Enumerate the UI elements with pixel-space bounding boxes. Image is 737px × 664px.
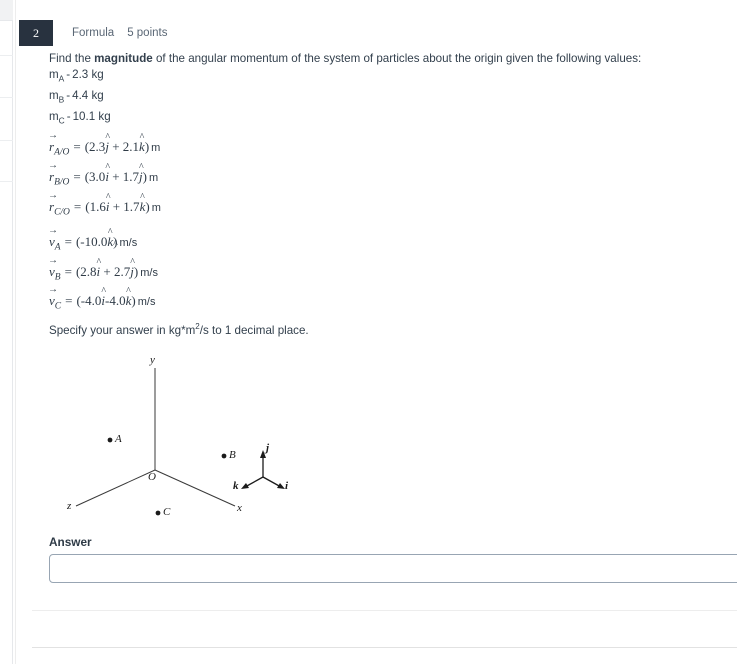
mass-line-c [49, 109, 709, 129]
left-nav-strip [0, 0, 13, 664]
vector-expression-mid: + 2.7 [100, 263, 131, 279]
unit-vector-j-hat: ^ j [105, 139, 109, 155]
coordinate-axes-figure [49, 350, 309, 525]
vector-expression-close: ) [144, 139, 150, 155]
equals-sign: = [64, 263, 72, 279]
unit-vector-label-j: j [266, 442, 270, 454]
k-unit-vector-line [245, 477, 263, 487]
equals-sign: = [65, 293, 73, 309]
position-vector-a [49, 139, 709, 158]
vector-subscript: A/O [54, 148, 70, 159]
vector-expression-close: ) [133, 263, 139, 279]
vector-unit: m [151, 201, 161, 214]
mass-separator-c: - [66, 109, 71, 123]
z-axis-line [76, 470, 155, 506]
velocity-vector-a [49, 234, 709, 253]
vector-subscript: A [54, 242, 61, 253]
question-prompt [49, 51, 709, 66]
position-vector-c [49, 199, 709, 218]
x-axis-line [155, 470, 235, 506]
card-bottom-border [32, 647, 737, 648]
vector-unit: m/s [137, 296, 156, 309]
prompt-text-end: of the angular momentum of the system of particles about the origin given the following values: [152, 52, 642, 65]
unit-vector-k-hat: ^ k [107, 234, 113, 250]
vector-expression-mid: + 1.7 [109, 198, 140, 214]
unit-vector-k-hat: ^ k [139, 139, 145, 155]
vector-expression-open: (2.3 [84, 139, 106, 155]
vector-expression-open: (-4.0 [76, 293, 102, 309]
vector-expression-close: ) [113, 234, 118, 250]
mass-line-a [49, 67, 709, 87]
mass-subscript-c: C [58, 114, 65, 125]
left-nav-divider [0, 140, 13, 141]
answer-format-instruction [49, 322, 309, 337]
mass-value-b: 4.4 kg [72, 88, 104, 102]
unit-vector-i-hat: ^ i [105, 169, 109, 185]
question-points-label: 5 points [127, 27, 168, 39]
vector-expression-mid: + 2.1 [108, 139, 140, 155]
vector-expression-open: (-10.0 [75, 234, 108, 250]
vector-unit: m/s [140, 266, 158, 279]
point-label-a: A [115, 433, 122, 445]
mass-value-c: 10.1 kg [72, 109, 111, 123]
vector-expression-open: (1.6 [85, 198, 106, 214]
vector-symbol: → r [49, 169, 54, 185]
velocity-vector-c [49, 293, 709, 312]
vector-unit: m [149, 172, 159, 185]
equals-sign: = [73, 198, 82, 214]
vector-subscript: B/O [54, 177, 70, 188]
mass-symbol-c: m [49, 109, 59, 123]
axes-svg [49, 350, 309, 525]
unit-vector-i-hat: ^ i [106, 199, 110, 215]
vector-expression-close: ) [145, 198, 150, 214]
vector-expression-close: ) [131, 293, 136, 309]
vector-symbol: → v [49, 234, 55, 250]
vector-expression-open: (2.8 [75, 263, 97, 279]
vector-symbol: → v [49, 293, 55, 309]
vector-symbol: → v [49, 264, 55, 280]
unit-vector-j-hat: ^ j [130, 264, 134, 280]
question-header [19, 20, 167, 46]
left-nav-divider [0, 97, 13, 98]
vector-expression-open: (3.0 [84, 169, 106, 185]
unit-vector-j-hat: ^ j [139, 169, 143, 185]
mass-separator-b: - [66, 88, 71, 102]
format-prefix: Specify your answer in kg*m [49, 323, 196, 337]
mass-subscript-b: B [58, 94, 65, 105]
prompt-emphasis: magnitude [94, 52, 153, 65]
vector-subscript: C/O [54, 207, 70, 218]
vector-symbol: → r [49, 199, 54, 215]
vector-expression-mid: -4.0 [105, 293, 126, 309]
format-exponent: 2 [195, 322, 200, 331]
position-vector-b [49, 169, 709, 188]
mass-value-a: 2.3 kg [72, 68, 104, 81]
answer-label: Answer [49, 535, 92, 549]
mass-subscript-a: A [58, 73, 65, 84]
equals-sign: = [64, 234, 72, 250]
origin-label: O [148, 471, 156, 483]
prompt-text-start: Find the [49, 52, 95, 65]
question-type-label: Formula [72, 27, 115, 39]
y-axis-label: y [150, 354, 155, 366]
mass-symbol-b: m [49, 88, 59, 102]
left-nav-header [0, 0, 13, 21]
answer-input[interactable] [49, 554, 737, 583]
question-card [15, 0, 737, 664]
unit-vector-label-i: i [285, 480, 289, 492]
point-label-b: B [229, 449, 236, 461]
unit-vector-label-k: k [233, 480, 239, 492]
unit-vector-i-hat: ^ i [101, 293, 105, 309]
left-nav-divider [0, 55, 13, 56]
i-unit-vector-line [263, 477, 281, 487]
mass-separator-a: - [66, 68, 71, 81]
point-label-c: C [163, 506, 171, 518]
particle-dot-b [222, 454, 227, 459]
vector-unit: m [151, 142, 161, 155]
unit-vector-k-hat: ^ k [126, 293, 132, 309]
equals-sign: = [73, 169, 81, 185]
vector-subscript: B [54, 272, 61, 283]
particle-dot-c [156, 511, 161, 516]
vector-subscript: C [54, 302, 62, 312]
unit-vector-k-hat: ^ k [140, 199, 146, 215]
velocity-vector-b [49, 264, 709, 283]
vector-expression-mid: + 1.7 [108, 169, 140, 185]
vector-expression-close: ) [142, 169, 147, 185]
x-axis-label: x [237, 502, 242, 514]
left-nav-divider [0, 181, 13, 182]
vector-symbol: → r [49, 139, 54, 155]
unit-vector-i-hat: ^ i [97, 264, 101, 280]
z-axis-label: z [67, 500, 72, 512]
card-footer-divider [32, 610, 737, 611]
mass-line-b [49, 88, 709, 108]
i-arrowhead [277, 483, 285, 489]
format-suffix: /s to 1 decimal place. [199, 323, 309, 337]
vector-unit: m/s [119, 237, 138, 250]
mass-symbol-a: m [49, 68, 59, 81]
particle-dot-a [108, 438, 113, 443]
question-body [49, 51, 709, 312]
question-number-badge: 2 [19, 20, 53, 46]
equals-sign: = [73, 139, 81, 155]
